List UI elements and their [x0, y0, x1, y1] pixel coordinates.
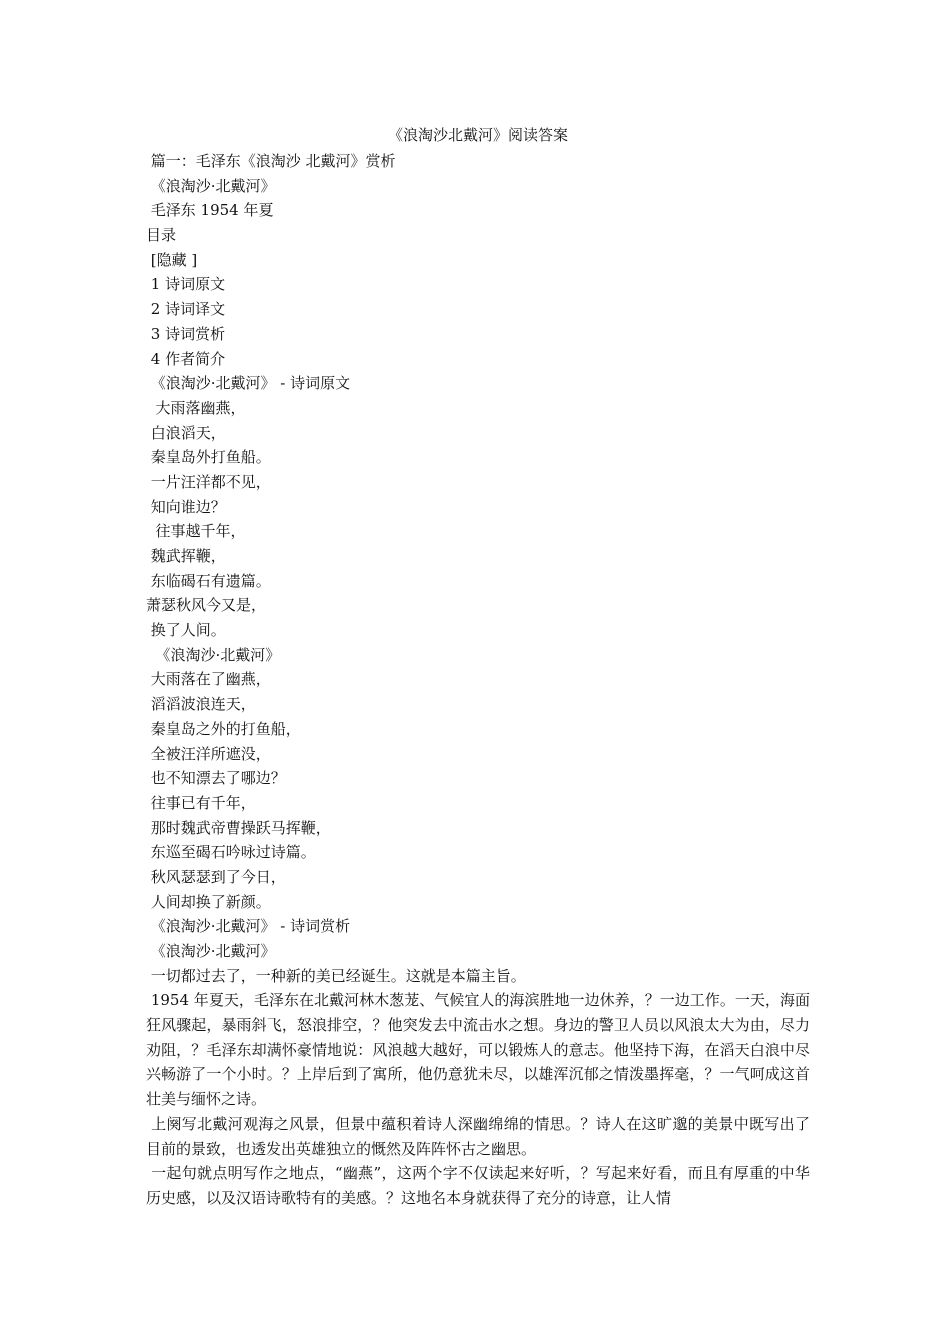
text-line: 一切都过去了，一种新的美已经诞生。这就是本篇主旨。 [146, 966, 526, 985]
poem-line: 东临碣石有遗篇。 [146, 571, 271, 590]
translation-line: 大雨落在了幽燕， [146, 670, 271, 689]
translation-line: 人间却换了新颜。 [146, 892, 271, 911]
translation-line: 也不知漂去了哪边？ [146, 769, 286, 788]
translation-line: 那时魏武帝曹操跃马挥鞭， [146, 818, 331, 837]
toc-heading: 目录 [146, 226, 177, 245]
body-paragraph: 上阕写北戴河观海之风景，但景中蕴积着诗人深幽绵绵的情思。？诗人在这旷邈的美景中既写出了目前的景致，也透发出英雄独立的慨然及阵阵怀古之幽思。 [146, 1114, 810, 1158]
translation-line: 滔滔波浪连天， [146, 695, 256, 714]
poem-line: 白浪滔天， [146, 423, 226, 442]
poem-line: 秦皇岛外打鱼船。 [146, 448, 271, 467]
poem-line: 换了人间。 [146, 621, 226, 640]
toc-item-analysis[interactable]: 3 诗词赏析 [146, 324, 226, 343]
body-paragraph: 一起句就点明写作之地点，“幽燕”，这两个字不仅读起来好听，？写起来好看，而且有厚重的中华历史感，以及汉语诗歌特有的美感。？这地名本身就获得了充分的诗意，让人情 [146, 1164, 810, 1207]
text-line: 篇一：毛泽东《浪淘沙 北戴河》赏析 [146, 152, 396, 170]
section-heading: 《浪淘沙·北戴河》 - 诗词赏析 [146, 917, 351, 936]
text-line: 《浪淘沙·北戴河》 [146, 176, 276, 195]
document-title: 《浪淘沙北戴河》阅读答案 [387, 126, 568, 144]
poem-line: 一片汪洋都不见， [146, 472, 271, 491]
toc-item-original[interactable]: 1 诗词原文 [146, 275, 226, 294]
section-heading: 《浪淘沙·北戴河》 [146, 942, 276, 960]
poem-line: 大雨落幽燕， [146, 398, 246, 417]
translation-line: 全被汪洋所遮没， [146, 744, 271, 763]
body-paragraph: 1954 年夏天，毛泽东在北戴河林木葱茏、气候宜人的海滨胜地一边休养，？一边工作。一天，海面狂风骤起，暴雨斜飞，怒浪排空，？他突发去中流击水之想。身边的警卫人员以风浪太大为由，尽力劝阻，？毛泽东却满怀豪情地说：风浪越大越好，可以锻炼人的意志。他坚持下海，在滔天白浪中尽兴畅游了一个小时。？上岸后到了寓所，他仍意犹未尽，以雄浑沉郁之情泼墨挥毫，？一气呵成这首壮美与缅怀之诗。 [146, 991, 810, 1109]
translation-line: 秦皇岛之外的打鱼船， [146, 719, 301, 738]
section-heading: 《浪淘沙·北戴河》 [146, 645, 281, 664]
poem-line: 往事越千年， [146, 522, 246, 541]
text-line: 毛泽东 1954 年夏 [146, 201, 274, 220]
translation-line: 秋风瑟瑟到了今日， [146, 867, 286, 886]
poem-line: 知向谁边？ [146, 497, 226, 516]
toc-toggle-link[interactable]: [隐藏 ] [146, 250, 198, 269]
toc-item-translation[interactable]: 2 诗词译文 [146, 300, 226, 319]
poem-line: 萧瑟秋风今又是， [146, 596, 267, 615]
translation-line: 东巡至碣石吟咏过诗篇。 [146, 843, 316, 862]
document-page [146, 122, 810, 1211]
section-heading: 《浪淘沙·北戴河》 - 诗词原文 [146, 374, 351, 393]
poem-line: 魏武挥鞭， [146, 547, 226, 565]
toc-item-author[interactable]: 4 作者简介 [146, 349, 226, 368]
translation-line: 往事已有千年， [146, 793, 256, 812]
